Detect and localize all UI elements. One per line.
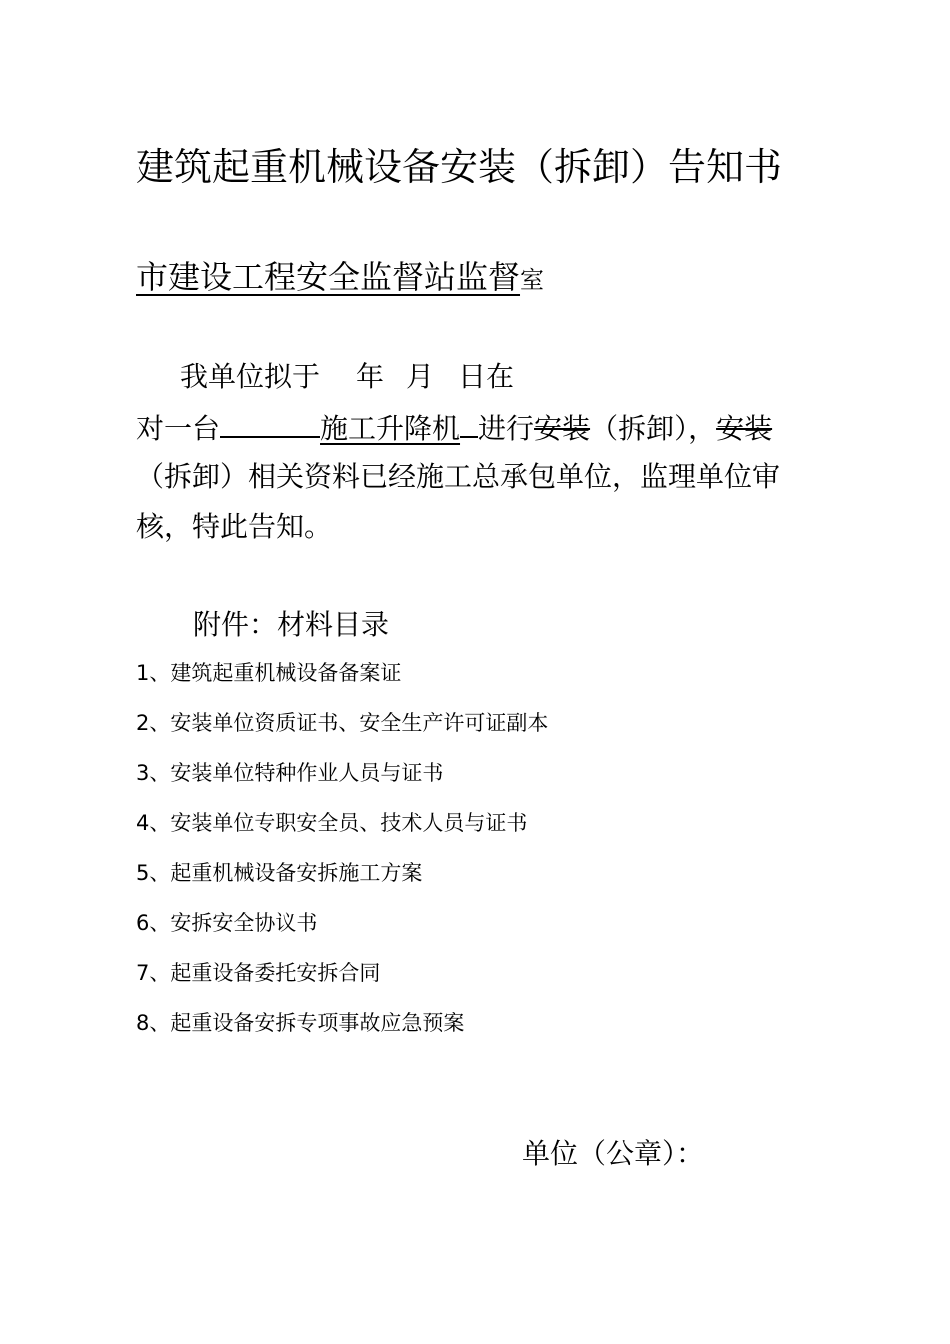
- seal-label: 单位（公章）：: [522, 1137, 705, 1170]
- list-item: 6、安拆安全协议书: [136, 911, 318, 935]
- equipment-blank: [220, 402, 320, 438]
- document-title: 建筑起重机械设备安装（拆卸）告知书: [136, 145, 783, 189]
- body-month-label: 月: [406, 360, 435, 393]
- attachment-heading: 附件：材料目录: [193, 608, 390, 641]
- recipient-name: 市建设工程安全监督站监督: [136, 258, 521, 296]
- install-strike-2: 安装: [716, 412, 773, 445]
- body-line-1: [136, 352, 826, 402]
- equipment-blank-tail: [460, 402, 478, 438]
- equipment-name: 施工升降机: [320, 412, 461, 445]
- list-item: 3、安装单位特种作业人员与证书: [136, 761, 444, 785]
- body-line-1-prefix: 我单位拟于: [180, 360, 321, 393]
- list-item: 8、起重设备安拆专项事故应急预案: [136, 1011, 465, 1035]
- list-item: 4、安装单位专职安全员、技术人员与证书: [136, 811, 528, 835]
- body-line-3: （拆卸）相关资料已经施工总承包单位，监理单位审: [136, 460, 781, 493]
- list-item: 5、起重机械设备安拆施工方案: [136, 861, 423, 885]
- attachment-list: [136, 654, 548, 1054]
- list-item: 1、建筑起重机械设备备案证: [136, 661, 402, 685]
- recipient-suffix: 室: [520, 266, 545, 294]
- list-item: 2、安装单位资质证书、安全生产许可证副本: [136, 711, 549, 735]
- body-line-2-after: （拆卸），: [590, 412, 717, 445]
- recipient-line: [136, 252, 544, 298]
- body-line-4: 核，特此告知。: [136, 510, 333, 543]
- list-item: 7、起重设备委托安拆合同: [136, 961, 381, 985]
- body-line-2-mid: 进行: [478, 412, 535, 445]
- body-line-2: [136, 402, 826, 454]
- body-line-2-prefix: 对一台: [136, 412, 221, 445]
- body-day-label: 日在: [458, 360, 515, 393]
- body-year-label: 年: [356, 360, 385, 393]
- install-strike-1: 安装: [534, 412, 591, 445]
